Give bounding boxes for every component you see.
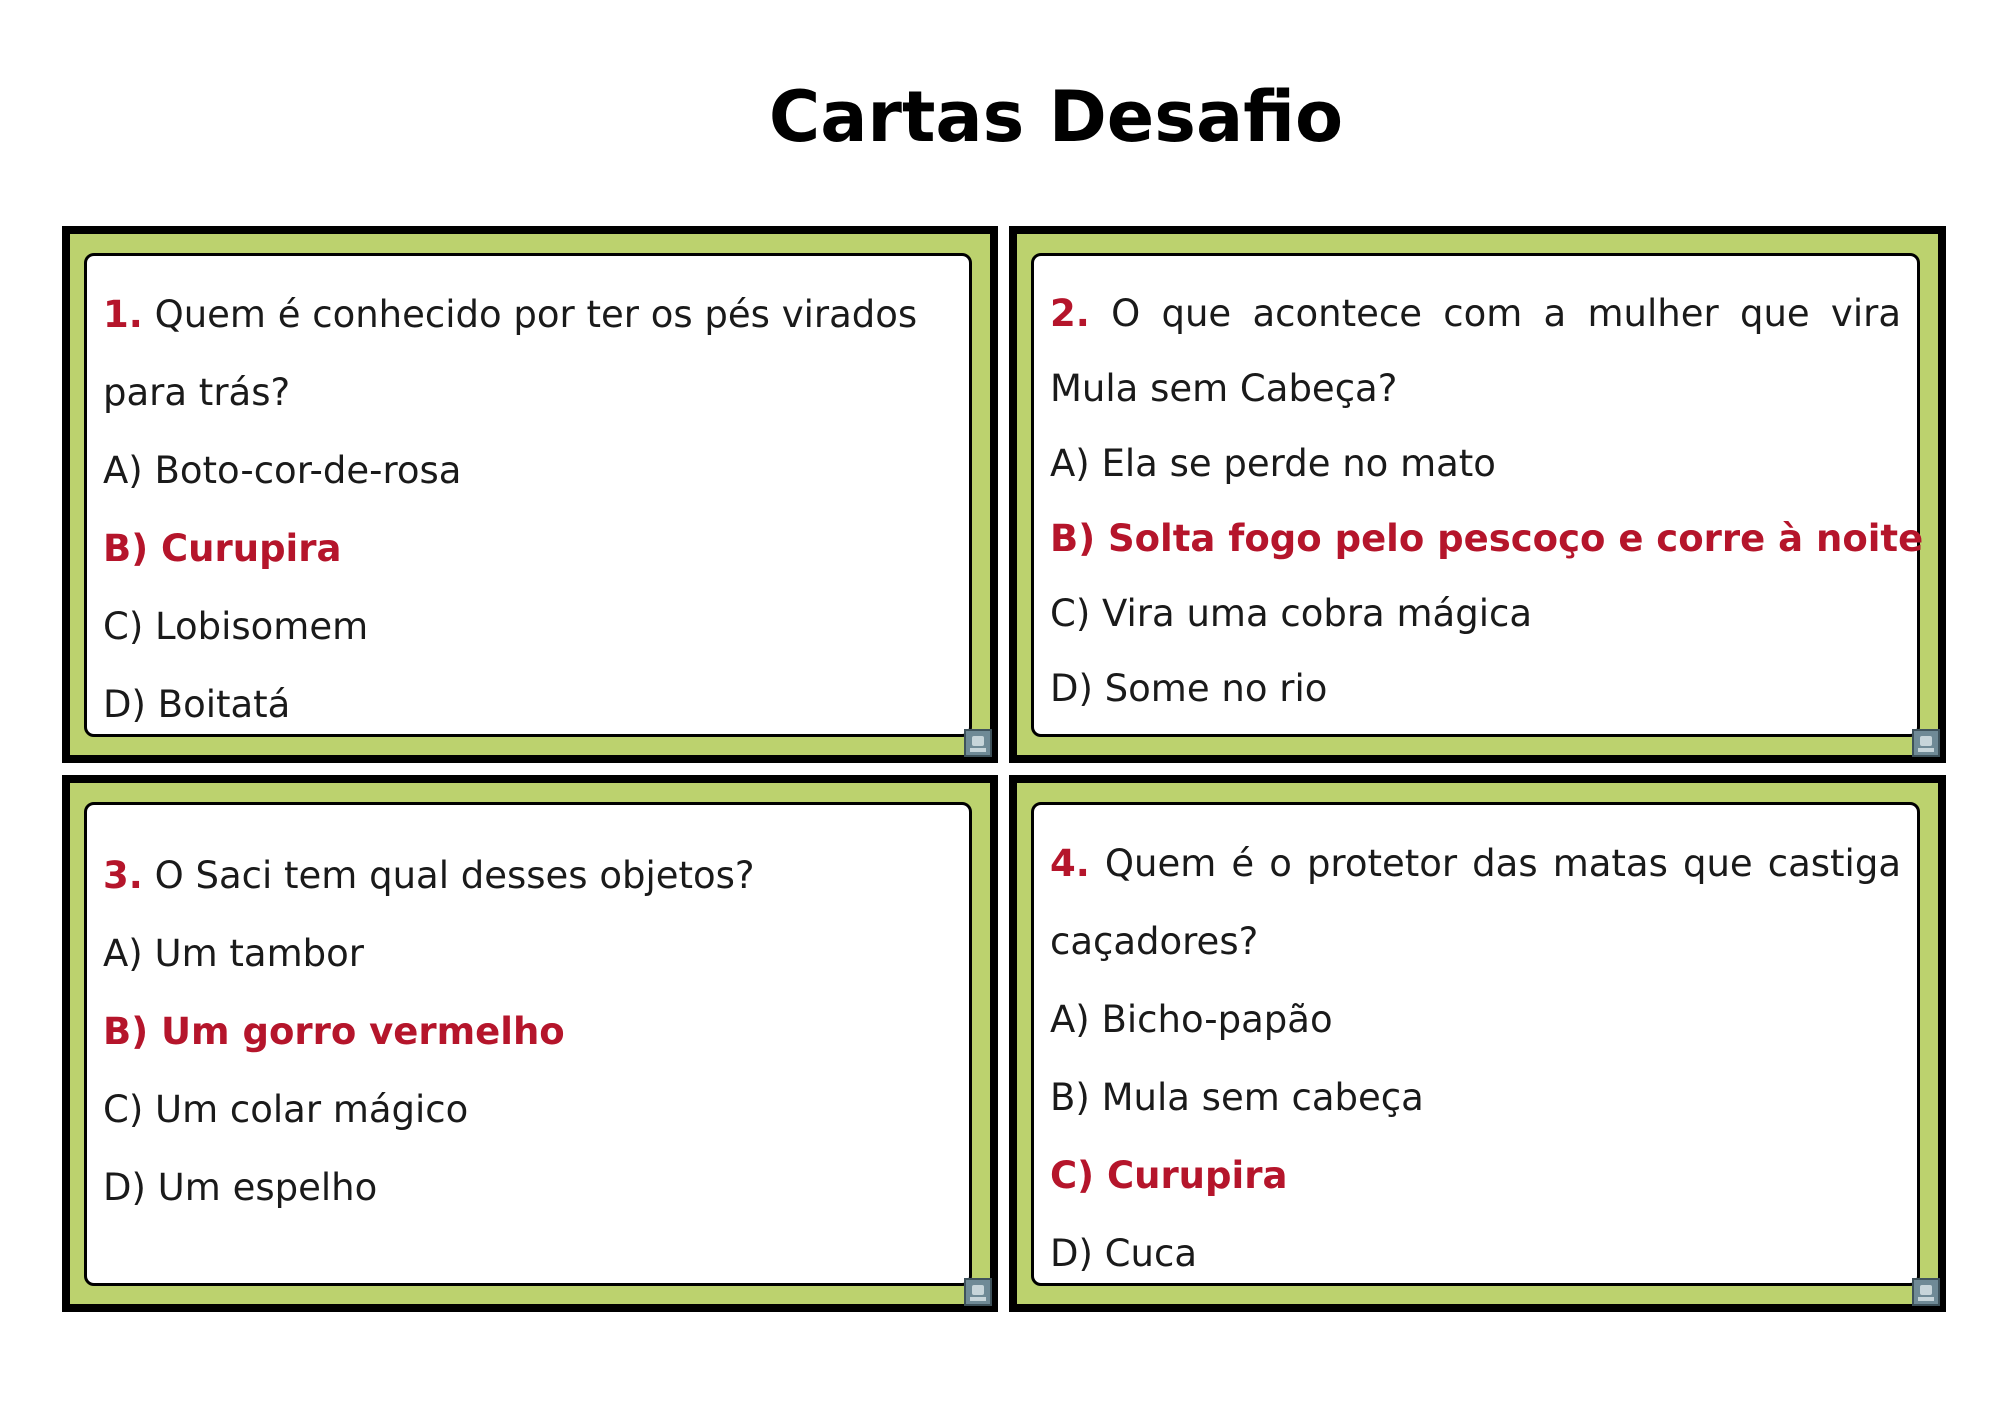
page-title: Cartas Desafio bbox=[768, 76, 1344, 158]
option-a: A) Boto-cor-de-rosa bbox=[103, 449, 462, 492]
option-a: A) Ela se perde no mato bbox=[1050, 442, 1496, 485]
option-b-correct: B) Solta fogo pelo pescoço e corre à noite bbox=[1050, 517, 1924, 560]
option-a: A) Bicho-papão bbox=[1050, 998, 1333, 1041]
option-a: A) Um tambor bbox=[103, 932, 364, 975]
school-logo-icon bbox=[964, 1278, 992, 1306]
question-text bbox=[103, 837, 953, 915]
card-content bbox=[1031, 802, 1920, 1286]
question-body: O Saci tem qual desses objetos? bbox=[154, 854, 755, 897]
challenge-card-2 bbox=[1009, 226, 1946, 763]
question-number: 2. bbox=[1050, 292, 1090, 335]
question-number: 4. bbox=[1050, 842, 1090, 885]
question-body: Quem é o protetor das matas que castiga caçadores? bbox=[1050, 842, 1901, 963]
school-logo-icon bbox=[1912, 1278, 1940, 1306]
card-content bbox=[1031, 253, 1924, 737]
option-c: C) Lobisomem bbox=[103, 605, 369, 648]
option-d: D) Boitatá bbox=[103, 683, 291, 726]
question-number: 3. bbox=[103, 854, 143, 897]
option-b-correct: B) Curupira bbox=[103, 527, 342, 570]
option-b: B) Mula sem cabeça bbox=[1050, 1076, 1424, 1119]
option-d: D) Some no rio bbox=[1050, 667, 1328, 710]
challenge-card-4 bbox=[1009, 775, 1946, 1312]
option-c: C) Um colar mágico bbox=[103, 1088, 469, 1131]
card-content bbox=[84, 802, 972, 1286]
question-text bbox=[1050, 825, 1901, 981]
option-d: D) Cuca bbox=[1050, 1232, 1197, 1275]
question-body: O que acontece com a mulher que vira Mula sem Cabeça? bbox=[1050, 292, 1901, 410]
card-content bbox=[84, 253, 972, 737]
question-text bbox=[1050, 276, 1901, 426]
option-c: C) Vira uma cobra mágica bbox=[1050, 592, 1532, 635]
challenge-card-3 bbox=[62, 775, 998, 1312]
question-number: 1. bbox=[103, 293, 143, 336]
option-d: D) Um espelho bbox=[103, 1166, 378, 1209]
challenge-card-1 bbox=[62, 226, 998, 763]
school-logo-icon bbox=[1912, 729, 1940, 757]
school-logo-icon bbox=[964, 729, 992, 757]
question-text bbox=[103, 276, 953, 432]
option-b-correct: B) Um gorro vermelho bbox=[103, 1010, 565, 1053]
option-c-correct: C) Curupira bbox=[1050, 1154, 1288, 1197]
question-body: Quem é conhecido por ter os pés virados para trás? bbox=[103, 293, 918, 414]
